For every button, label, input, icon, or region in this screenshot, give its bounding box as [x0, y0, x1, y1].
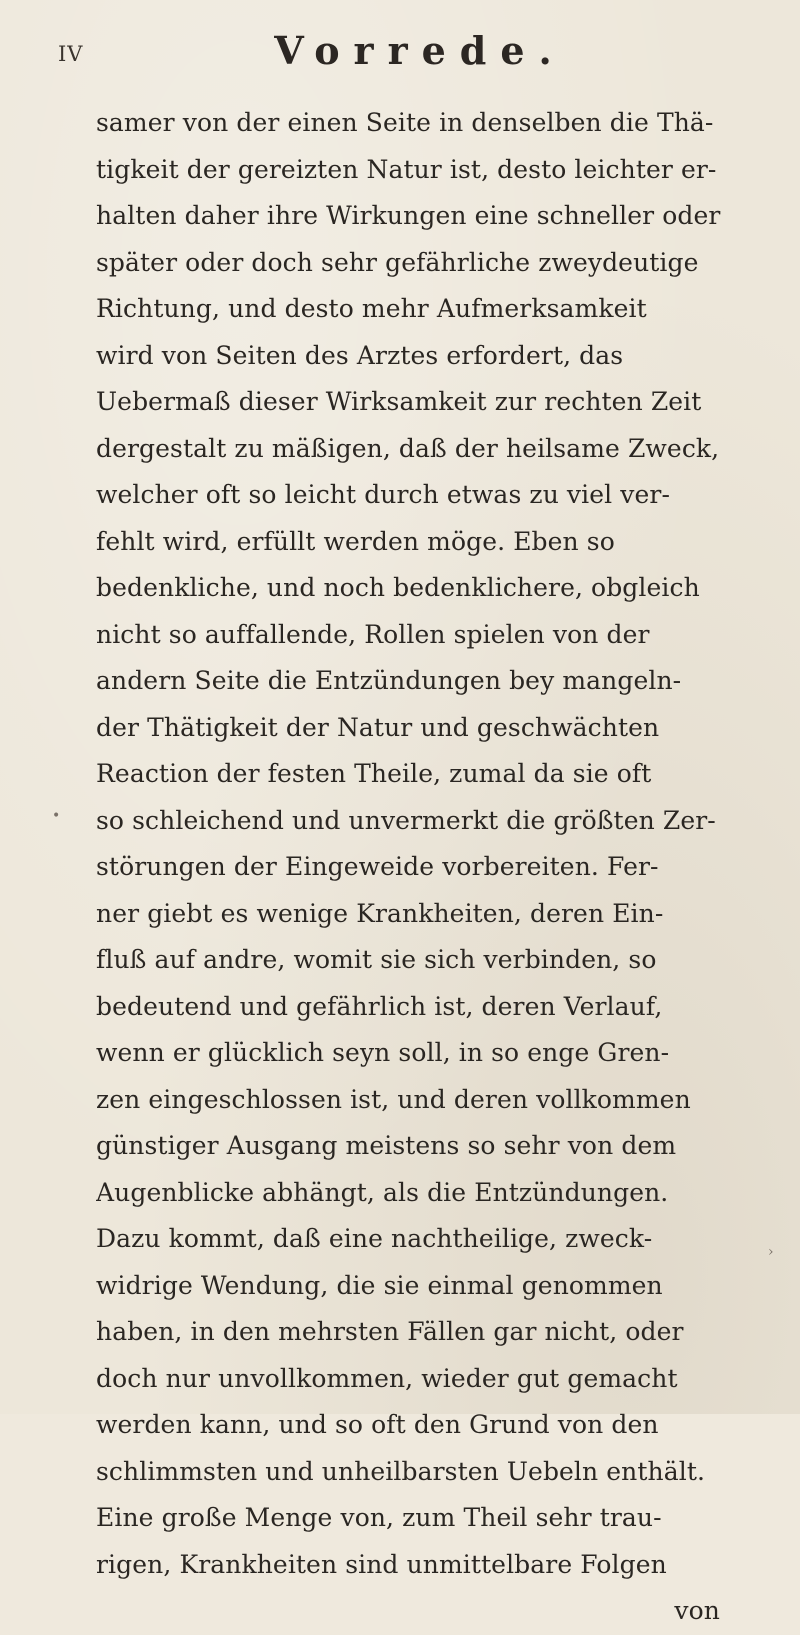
body-text	[96, 100, 726, 1635]
text-line: dergestalt zu mäßigen, daß der heilsame Zweck,	[96, 433, 720, 463]
text-line: später oder doch sehr gefährliche zweydeutige	[96, 247, 699, 277]
text-line: andern Seite die Entzündungen bey mangeln-	[96, 666, 682, 695]
text-line: Richtung, und desto mehr Aufmerksamkeit	[96, 294, 647, 323]
text-line: günstiger Ausgang meistens so sehr von dem	[96, 1131, 677, 1160]
text-line: samer von der einen Seite in denselben die Thä-	[96, 108, 714, 137]
text-line: Reaction der festen Theile, zumal da sie oft	[96, 759, 652, 788]
text-line: Eine große Menge von, zum Theil sehr trau-	[96, 1503, 662, 1532]
text-line: wird von Seiten des Arztes erfordert, das	[96, 340, 624, 370]
text-line: rigen, Krankheiten sind unmittelbare Folgen	[96, 1549, 667, 1579]
page-header	[50, 22, 750, 78]
text-line: bedeutend und gefährlich ist, deren Verlauf,	[96, 991, 663, 1021]
margin-speck: •	[52, 808, 61, 824]
text-line: widrige Wendung, die sie einmal genommen	[96, 1270, 663, 1300]
catchword: von	[674, 1596, 720, 1625]
text-line: tigkeit der gereizten Natur ist, desto leichter er-	[96, 154, 717, 184]
text-line: doch nur unvollkommen, wieder gut gemacht	[96, 1363, 678, 1393]
text-line: werden kann, und so oft den Grund von den	[96, 1410, 659, 1439]
text-line: so schleichend und unvermerkt die größten Zer-	[96, 805, 716, 835]
text-line: fluß auf andre, womit sie sich verbinden, so	[96, 945, 657, 974]
text-line: zen eingeschlossen ist, und deren vollkommen	[96, 1084, 691, 1114]
page-number: IV	[58, 42, 84, 66]
text-line: wenn er glücklich seyn soll, in so enge Gren-	[96, 1038, 670, 1067]
text-line: welcher oft so leicht durch etwas zu viel ver-	[96, 480, 671, 509]
margin-speck: ›	[768, 1244, 774, 1260]
text-line: Dazu kommt, daß eine nachtheilige, zweck-	[96, 1224, 653, 1253]
text-line: nicht so auffallende, Rollen spielen von der	[96, 619, 650, 649]
text-line: halten daher ihre Wirkungen eine schneller oder	[96, 201, 721, 230]
text-line: Augenblicke abhängt, als die Entzündungen.	[96, 1177, 669, 1207]
running-head: Vorrede.	[274, 28, 566, 73]
text-line: schlimmsten und unheilbarsten Uebeln enthält.	[96, 1456, 706, 1486]
text-line: Uebermaß dieser Wirksamkeit zur rechten Zeit	[96, 387, 702, 416]
text-line: haben, in den mehrsten Fällen gar nicht, oder	[96, 1317, 684, 1346]
text-line: bedenkliche, und noch bedenklichere, obgleich	[96, 573, 700, 602]
text-line: fehlt wird, erfüllt werden möge. Eben so	[96, 526, 615, 556]
text-line: ner giebt es wenige Krankheiten, deren Ein-	[96, 898, 664, 928]
text-line: der Thätigkeit der Natur und geschwächten	[96, 712, 660, 742]
text-line: störungen der Eingeweide vorbereiten. Fer-	[96, 852, 659, 881]
